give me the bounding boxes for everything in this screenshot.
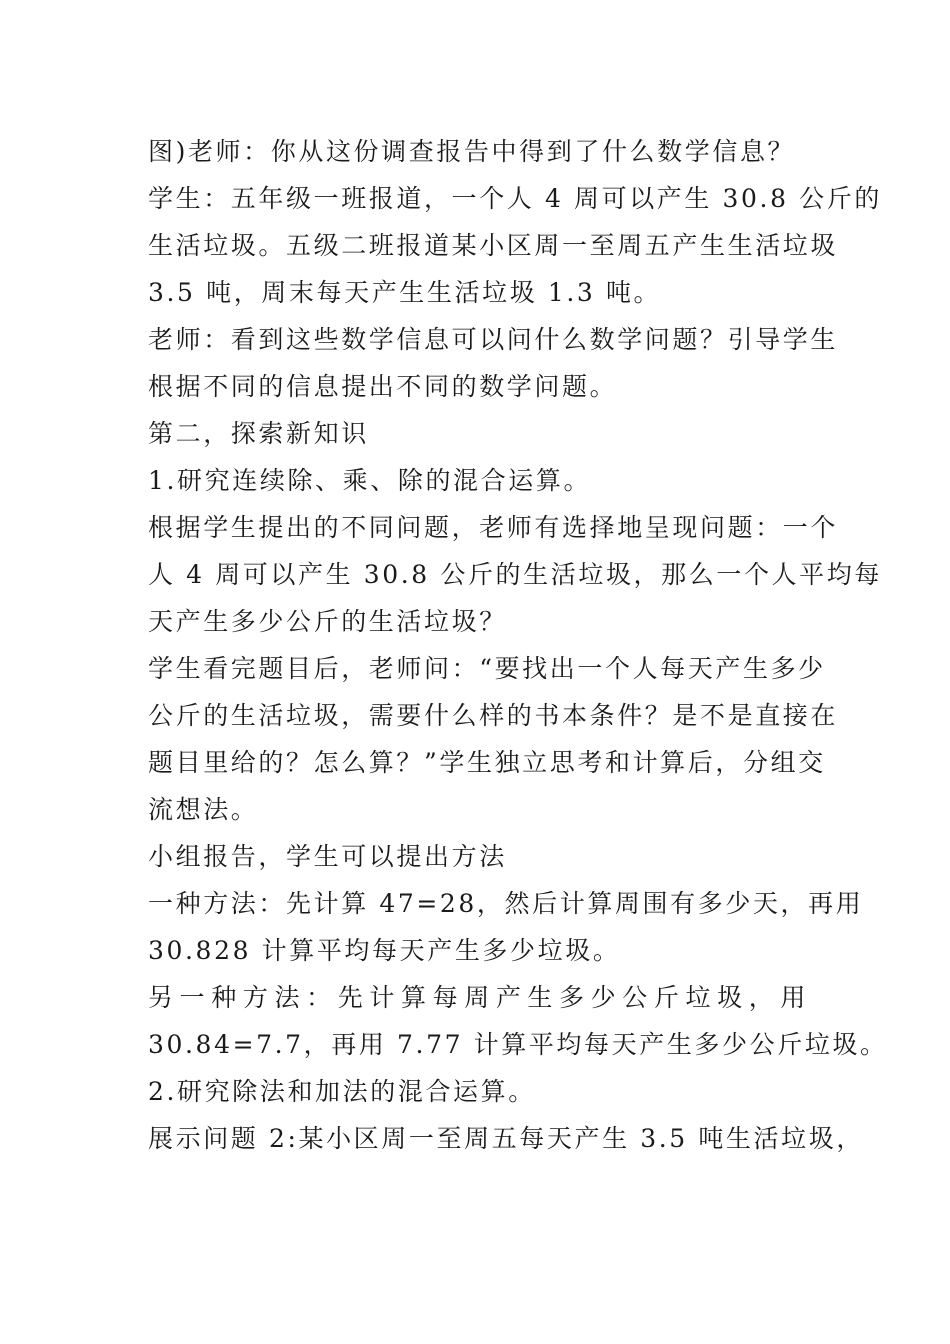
text-line: 30.828 计算平均每天产生多少垃圾。 bbox=[148, 936, 621, 965]
subsection-heading: 1.研究连续除、乘、除的混合运算。 bbox=[148, 466, 592, 495]
text-line: 学生看完题目后，老师问：“要找出一个人每天产生多少 bbox=[148, 654, 826, 683]
subsection-heading: 2.研究除法和加法的混合运算。 bbox=[148, 1077, 536, 1106]
text-line: 根据不同的信息提出不同的数学问题。 bbox=[148, 372, 618, 401]
text-line: 30.84=7.7，再用 7.77 计算平均每天产生多少公斤垃圾。 bbox=[148, 1030, 888, 1059]
text-line: 天产生多少公斤的生活垃圾？ bbox=[148, 607, 507, 636]
section-heading: 第二，探索新知识 bbox=[148, 419, 369, 448]
text-line: 3.5 吨，周末每天产生生活垃圾 1.3 吨。 bbox=[148, 278, 662, 307]
text-line: 小组报告，学生可以提出方法 bbox=[148, 842, 507, 871]
text-line: 老师：看到这些数学信息可以问什么数学问题？引导学生 bbox=[148, 325, 839, 354]
text-line: 展示问题 2:某小区周一至周五每天产生 3.5 吨生活垃圾， bbox=[148, 1124, 864, 1153]
text-line: 生活垃圾。五级二班报道某小区周一至周五产生生活垃圾 bbox=[148, 231, 839, 260]
text-line: 流想法。 bbox=[148, 795, 259, 824]
text-line: 题目里给的？怎么算？”学生独立思考和计算后，分组交 bbox=[148, 748, 826, 777]
text-line: 图)老师：你从这份调查报告中得到了什么数学信息？ bbox=[148, 137, 796, 166]
text-line: 学生：五年级一班报道，一个人 4 周可以产生 30.8 公斤的 bbox=[148, 184, 882, 213]
text-line: 另一种方法：先计算每周产生多少公斤垃圾，用 bbox=[148, 983, 808, 1012]
document-body bbox=[148, 128, 888, 1162]
text-line: 公斤的生活垃圾，需要什么样的书本条件？是不是直接在 bbox=[148, 701, 839, 730]
text-line: 根据学生提出的不同问题，老师有选择地呈现问题：一个 bbox=[148, 513, 839, 542]
text-line: 人 4 周可以产生 30.8 公斤的生活垃圾，那么一个人平均每 bbox=[148, 560, 882, 589]
text-line: 一种方法：先计算 47=28，然后计算周围有多少天，再用 bbox=[148, 889, 864, 918]
